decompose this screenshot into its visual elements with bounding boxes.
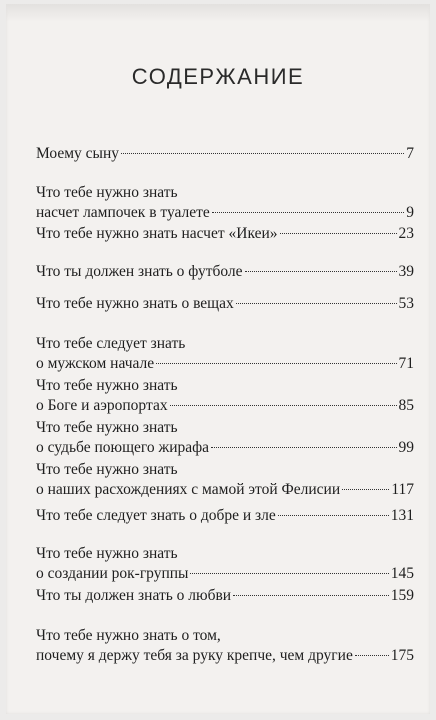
- toc-entry: [36, 544, 414, 584]
- dot-leader: [280, 233, 397, 234]
- toc-entry-title-line: Что тебе нужно знать насчет «Икеи»: [36, 225, 278, 242]
- toc-page-number: 99: [398, 439, 414, 456]
- toc-entry: [36, 460, 414, 500]
- toc-entry-row: [36, 564, 414, 584]
- toc-entry: [36, 262, 414, 282]
- toc-entry-title-line: о мужском начале: [36, 355, 155, 372]
- toc-entry-title-line: Что ты должен знать о футболе: [36, 263, 243, 280]
- toc-entry: [36, 506, 414, 526]
- page-title: СОДЕРЖАНИЕ: [131, 64, 305, 89]
- toc-entry: [36, 586, 414, 606]
- dot-leader: [190, 573, 388, 574]
- toc-entry-row: [36, 480, 414, 500]
- dot-leader: [211, 447, 396, 448]
- toc-entry-title-line: о Боге и аэропортах: [36, 397, 168, 414]
- toc-entry-title-line: о судьбе поющего жирафа: [36, 439, 210, 456]
- toc-page-number: 23: [398, 225, 414, 242]
- toc-entry-row: [36, 224, 414, 244]
- toc-page-number: 39: [398, 263, 414, 280]
- toc-page-number: 159: [390, 587, 414, 604]
- toc-page-number: 71: [398, 355, 414, 372]
- toc-entry-row: [36, 203, 414, 223]
- toc-entry-row: [36, 354, 414, 374]
- toc-entry: [36, 294, 414, 314]
- toc-entry: [36, 224, 414, 244]
- toc-page-number: 117: [391, 481, 414, 498]
- toc-entry-title-line: о создании рок-группы: [36, 565, 189, 582]
- toc-entry-title-line: Что тебе нужно знать: [36, 184, 178, 201]
- dot-leader: [245, 271, 397, 272]
- dot-leader: [212, 212, 404, 213]
- toc-page-number: 175: [390, 647, 414, 664]
- toc-page-number: 131: [390, 507, 414, 524]
- toc-entry-row: [36, 646, 414, 666]
- dot-leader: [156, 363, 396, 364]
- toc-entry-row: [36, 294, 414, 314]
- dot-leader: [342, 489, 389, 490]
- toc-entry-title-line: насчет лампочек в туалете: [36, 204, 210, 221]
- dot-leader: [170, 405, 397, 406]
- toc-entry: [36, 144, 414, 164]
- dot-leader: [236, 303, 397, 304]
- dot-leader: [355, 655, 389, 656]
- toc-entry-title-line: Что тебе нужно знать: [36, 545, 178, 562]
- toc-entry-row: [36, 438, 414, 458]
- toc-entry-title-line: Что тебе следует знать о добре и зле: [36, 507, 276, 524]
- toc-entry-title-line: Что тебе нужно знать: [36, 377, 178, 394]
- toc-page-number: 85: [398, 397, 414, 414]
- toc-entry-title-line: Что тебе следует знать: [36, 335, 186, 352]
- page-edge-shadow: [6, 4, 430, 22]
- toc-entry-row: [36, 396, 414, 416]
- toc-entry-title-line: почему я держу тебя за руку крепче, чем другие: [36, 647, 353, 664]
- toc-entry: [36, 183, 414, 223]
- toc-entry: [36, 334, 414, 374]
- toc-entry: [36, 418, 414, 458]
- toc-entry-row: [36, 262, 414, 282]
- toc-entry-title-line: Что тебе нужно знать о вещах: [36, 295, 234, 312]
- toc-entry-title-line: Что тебе нужно знать: [36, 419, 178, 436]
- toc-entry-row: [36, 586, 414, 606]
- toc-entry: [36, 626, 414, 666]
- dot-leader: [278, 515, 389, 516]
- toc-entry-row: [36, 506, 414, 526]
- toc-entry-title-line: о наших расхождениях с мамой этой Фелисии: [36, 481, 341, 498]
- toc-page-number: 53: [398, 295, 414, 312]
- toc-entry: [36, 376, 414, 416]
- dot-leader: [121, 153, 404, 154]
- toc-page-number: 9: [406, 204, 414, 221]
- book-page: [6, 4, 430, 714]
- dot-leader: [233, 595, 389, 596]
- toc-entry-title-line: Моему сыну: [36, 145, 119, 162]
- toc-entry-title-line: Что тебе нужно знать: [36, 461, 178, 478]
- toc-entry-title-line: Что тебе нужно знать о том,: [36, 627, 221, 644]
- toc-page-number: 7: [406, 145, 414, 162]
- toc-entry-title-line: Что ты должен знать о любви: [36, 587, 232, 604]
- toc-entry-row: [36, 144, 414, 164]
- toc-page-number: 145: [390, 565, 414, 582]
